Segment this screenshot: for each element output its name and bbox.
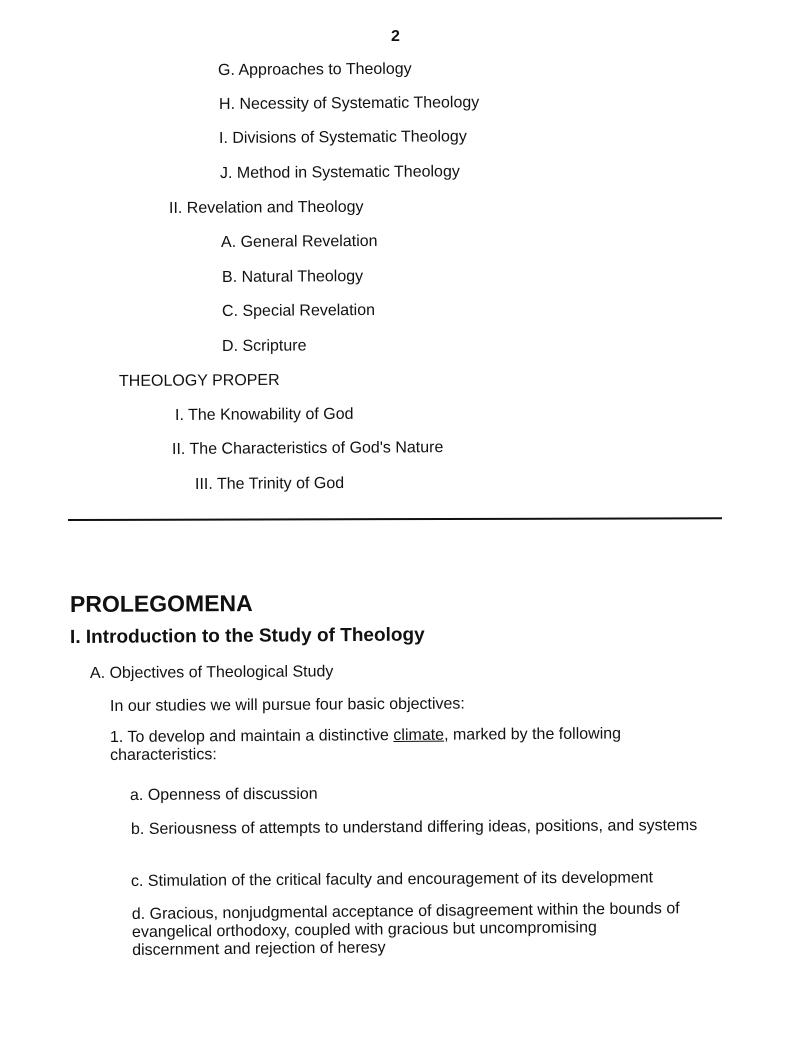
page-number: 2 bbox=[391, 28, 400, 45]
characteristic-a: a. Openness of discussion bbox=[129, 785, 318, 804]
outline-theology-item-ii: II. The Characteristics of God's Nature bbox=[171, 439, 444, 458]
objective-1-prefix: 1. To develop and maintain a distinctive bbox=[109, 727, 394, 746]
outline-item-j: J. Method in Systematic Theology bbox=[219, 163, 460, 182]
outline-item-h: H. Necessity of Systematic Theology bbox=[218, 94, 480, 113]
outline-theology-item-iii: III. The Trinity of God bbox=[194, 474, 345, 493]
characteristic-d: d. Gracious, nonjudgmental acceptance of disagreement within the bounds of evangelical orthodoxy, coupled with gracious but uncompromising discernment and rejection of heresy bbox=[131, 900, 680, 959]
characteristic-b: b. Seriousness of attempts to understand differing ideas, positions, and systems bbox=[130, 817, 698, 838]
objective-1-suffix: , marked by the following characteristics: bbox=[110, 725, 622, 764]
subsection-title: A. Objectives of Theological Study bbox=[89, 663, 334, 682]
outline-item-b: B. Natural Theology bbox=[221, 268, 364, 286]
outline-item-d: D. Scripture bbox=[221, 337, 307, 355]
outline-theology-proper: THEOLOGY PROPER bbox=[118, 371, 280, 390]
outline-theology-item-i: I. The Knowability of God bbox=[174, 405, 354, 424]
outline-section-ii: II. Revelation and Theology bbox=[168, 198, 364, 217]
horizontal-rule bbox=[68, 517, 722, 521]
outline-item-c: C. Special Revelation bbox=[221, 301, 376, 320]
document-title: PROLEGOMENA bbox=[69, 590, 253, 617]
objective-1 bbox=[110, 725, 710, 765]
outline-item-a: A. General Revelation bbox=[220, 232, 378, 251]
section-title: I. Introduction to the Study of Theology bbox=[69, 624, 425, 648]
characteristic-c: c. Stimulation of the critical faculty and encouragement of its development bbox=[130, 869, 654, 890]
objective-1-keyword: climate bbox=[393, 726, 445, 745]
intro-paragraph: In our studies we will pursue four basic objectives: bbox=[109, 695, 465, 715]
outline-item-g: G. Approaches to Theology bbox=[217, 60, 412, 79]
outline-item-i: I. Divisions of Systematic Theology bbox=[218, 128, 467, 147]
